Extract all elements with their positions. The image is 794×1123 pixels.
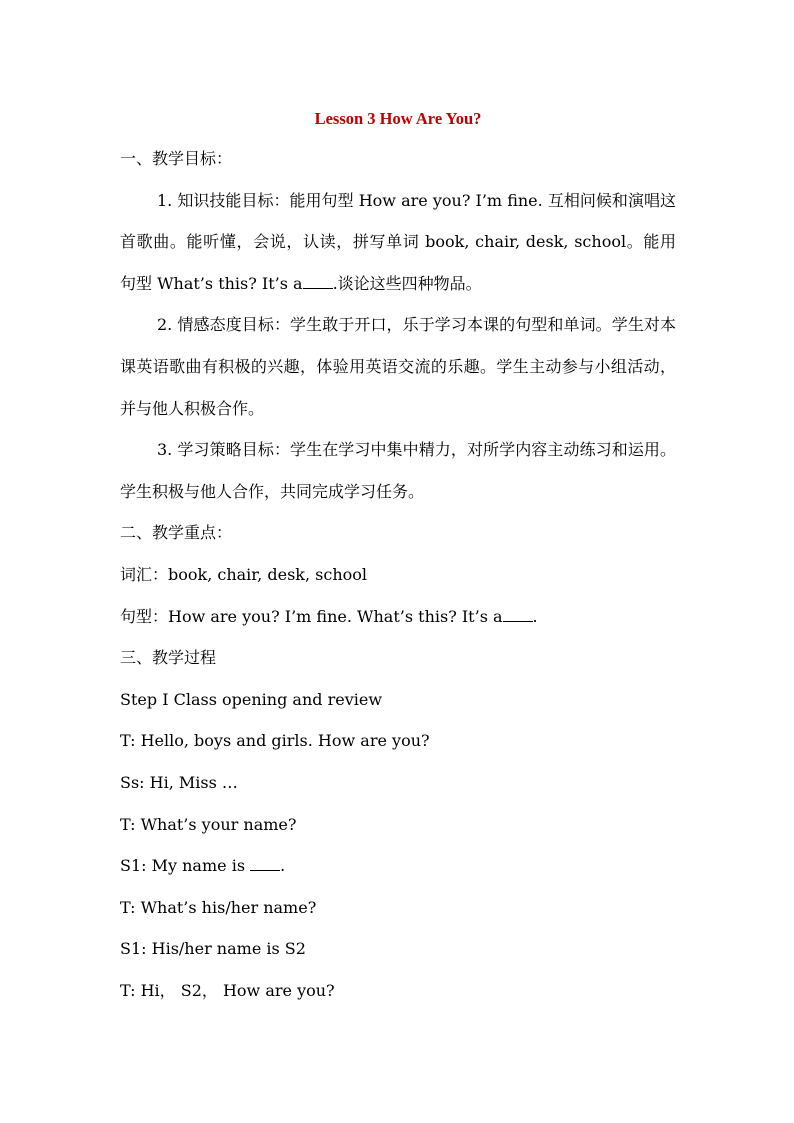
goal-knowledge-text-end: .谈论这些四种物品。 [332, 273, 482, 293]
dialogue-line: T: Hi， S2， How are you? [120, 980, 335, 1000]
pattern-text-end: . [532, 606, 538, 626]
dialogue-line: T: What’s his/her name? [120, 897, 317, 917]
section-heading-process: 三、教学过程 [120, 648, 217, 668]
dialogue-line: Ss: Hi, Miss … [120, 772, 238, 792]
fill-blank [303, 274, 333, 289]
dialogue-text: S1: My name is [120, 856, 251, 876]
step-heading: Step I Class opening and review [120, 689, 383, 709]
key-sentence-pattern [120, 596, 676, 638]
dialogue-line: S1: His/her name is S2 [120, 939, 306, 959]
fill-blank [503, 607, 533, 622]
document-body [120, 100, 676, 1011]
dialogue-line: T: What’s your name? [120, 814, 297, 834]
goal-emotion-attitude: 2. 情感态度目标：学生敢于开口，乐于学习本课的句型和单词。学生对本课英语歌曲有积极的兴趣，体验用英语交流的乐趣。学生主动参与小组活动，并与他人积极合作。 [120, 315, 676, 418]
section-heading-key-points: 二、教学重点： [120, 523, 233, 543]
fill-blank [250, 856, 280, 871]
dialogue-line: T: Hello, boys and girls. How are you? [120, 731, 430, 751]
goal-knowledge-text: 1. 知识技能目标：能用句型 How are you? I’m fine. 互相问候和演唱这首歌曲。能听懂，会说，认读，拼写单词 book, chair, desk, school。能用句型 What’s this? It’s a [120, 190, 676, 293]
pattern-text: 句型：How are you? I’m fine. What’s this? It’s a [120, 606, 503, 626]
key-vocabulary: 词汇：book, chair, desk, school [120, 564, 368, 584]
document-title: Lesson 3 How Are You? [314, 109, 482, 128]
dialogue-line [120, 845, 676, 887]
goal-learning-strategy: 3. 学习策略目标：学生在学习中集中精力，对所学内容主动练习和运用。学生积极与他人合作，共同完成学习任务。 [120, 440, 676, 501]
dialogue-text-end: . [280, 856, 286, 876]
section-heading-objectives: 一、教学目标： [120, 149, 233, 168]
goal-knowledge-skills [120, 180, 676, 305]
